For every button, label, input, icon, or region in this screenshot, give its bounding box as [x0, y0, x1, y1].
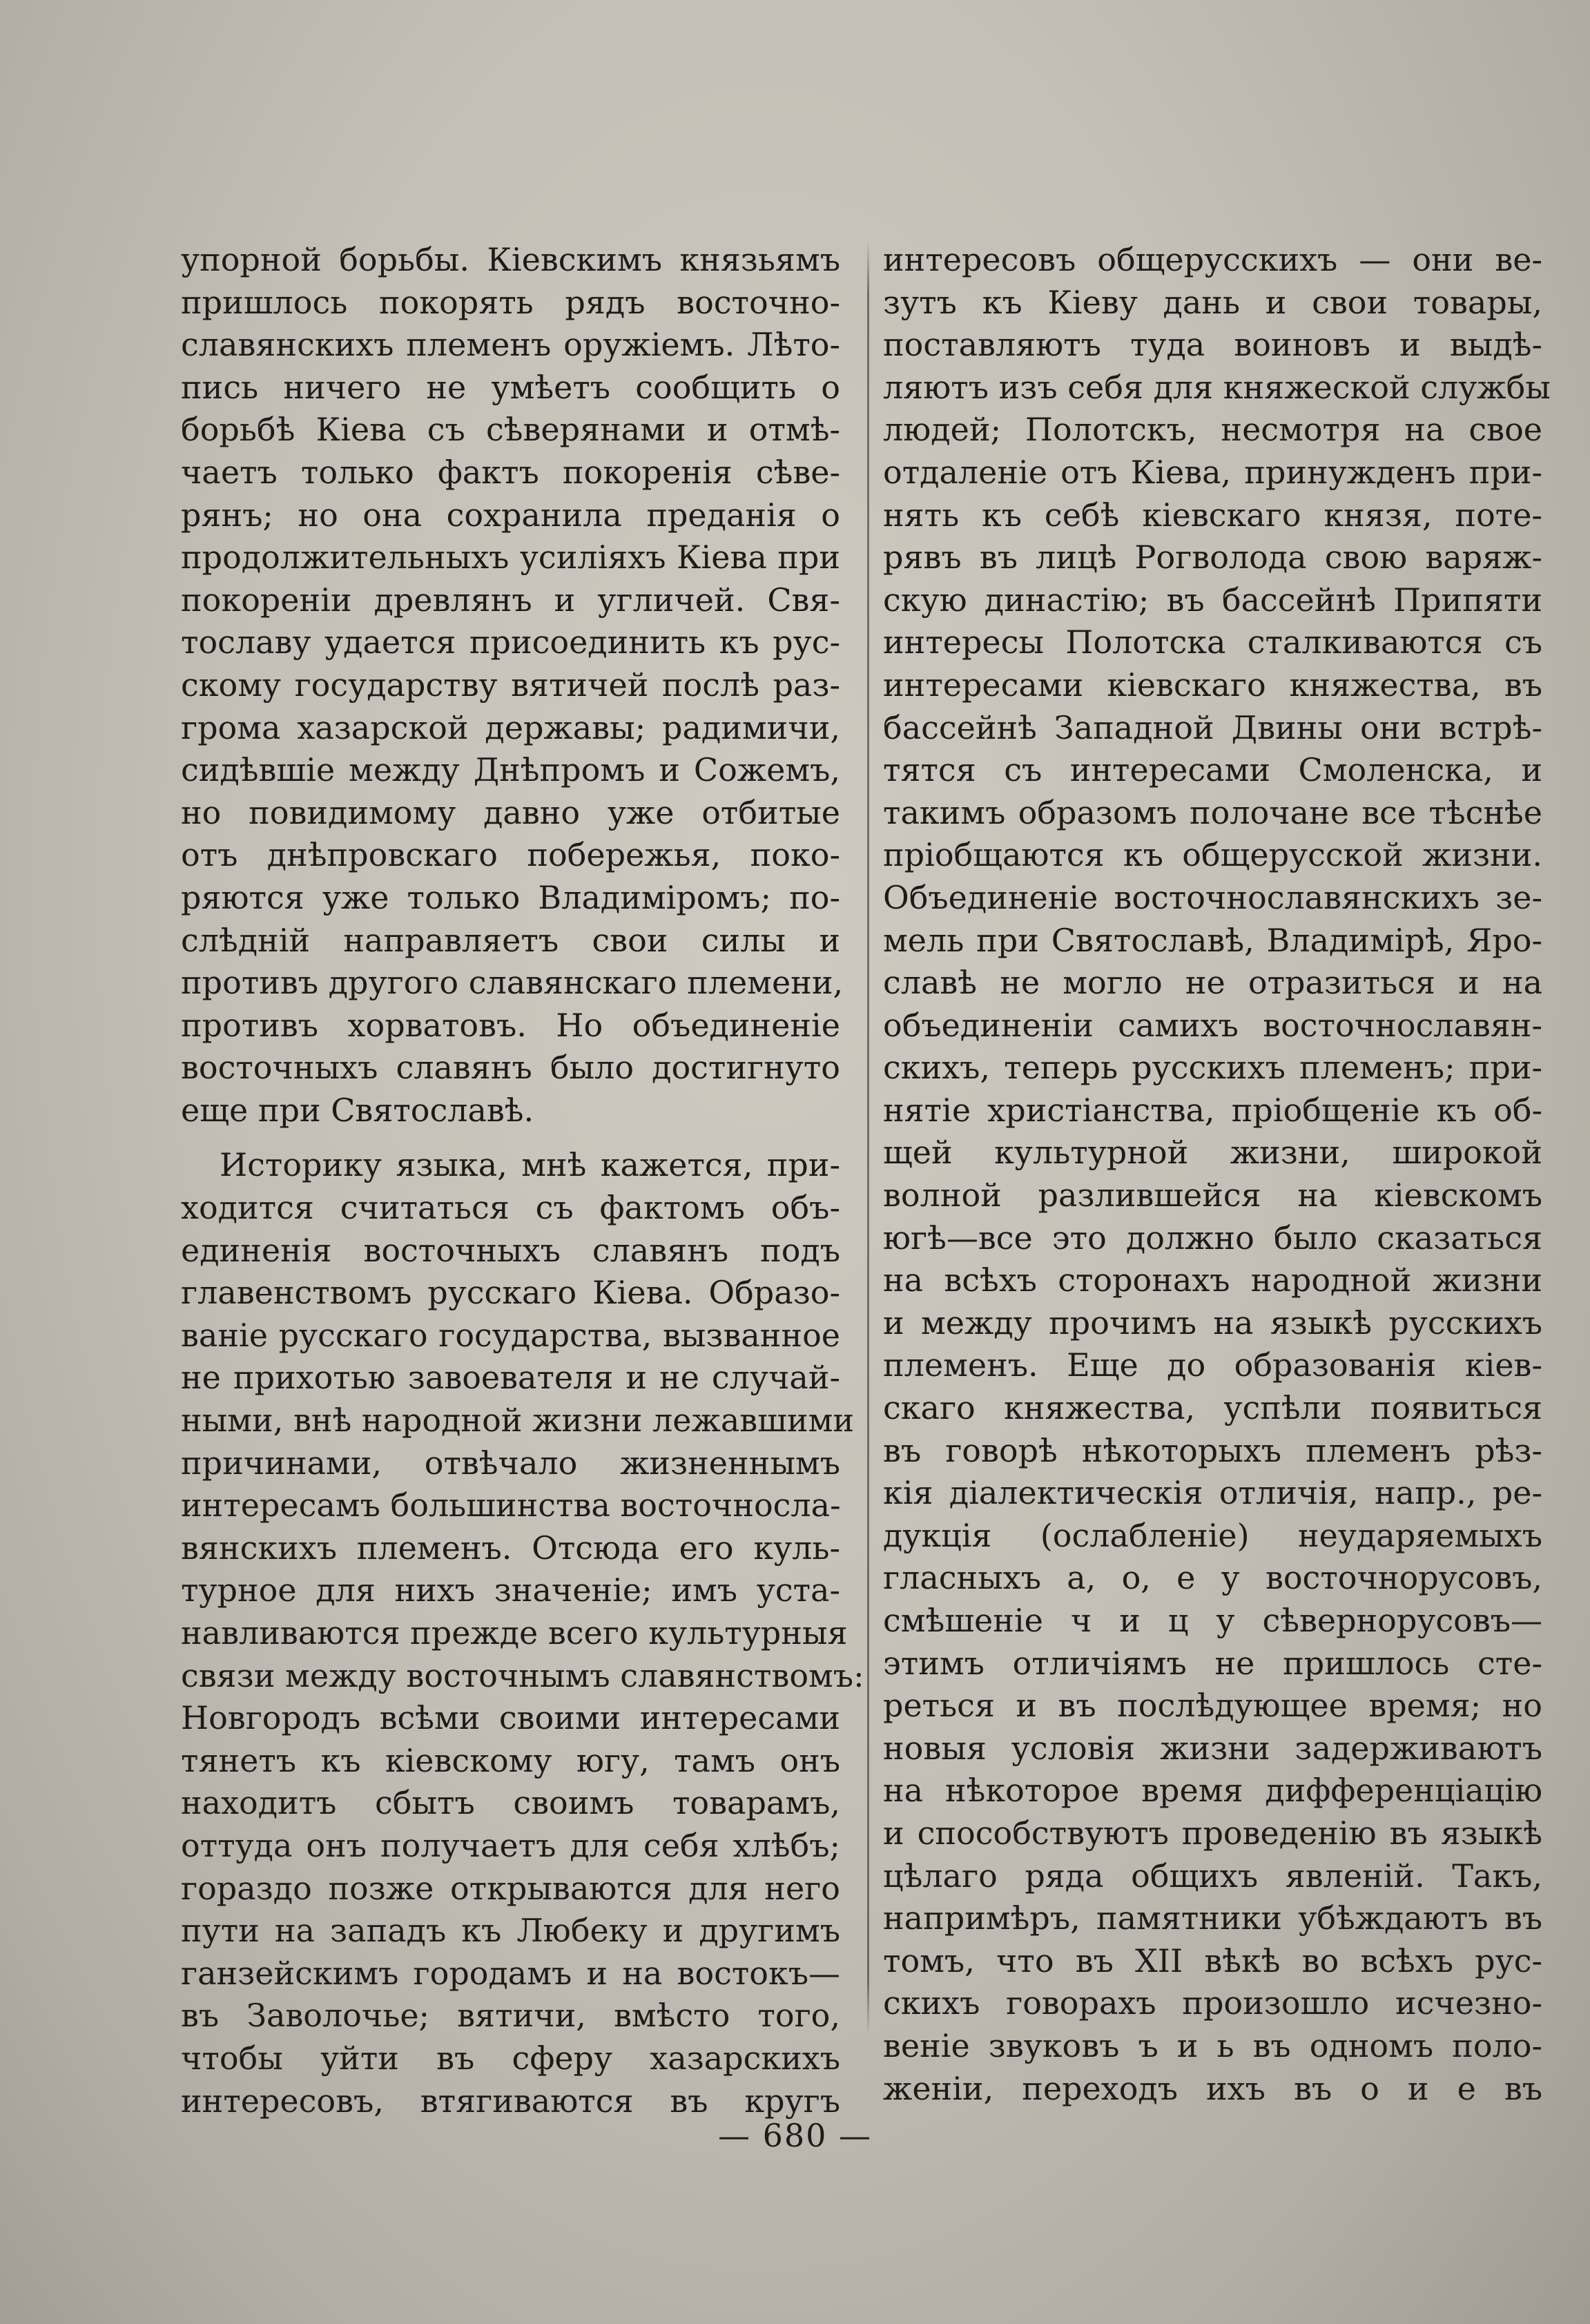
text-line: интересовъ, втягиваются въ кругъ: [181, 2082, 840, 2120]
text-line: волной разлившейся на кіевскомъ: [883, 1176, 1542, 1214]
text-line: связи между восточнымъ славянствомъ:: [181, 1656, 864, 1694]
text-line: такимъ образомъ полочане все тѣснѣе: [883, 793, 1542, 831]
text-line: слѣдній направляетъ свои силы и: [181, 921, 840, 959]
text-line: и способствуютъ проведенію въ языкѣ: [883, 1814, 1542, 1852]
text-line: турное для нихъ значеніе; имъ уста-: [181, 1571, 840, 1609]
text-line: ваніе русскаго государства, вызванное: [181, 1316, 840, 1354]
text-line: поставляютъ туда воиновъ и выдѣ-: [883, 326, 1542, 364]
text-line: этимъ отличіямъ не пришлось сте-: [883, 1644, 1542, 1682]
text-line: навливаются прежде всего культурныя: [181, 1614, 848, 1652]
text-line: и между прочимъ на языкѣ русскихъ: [883, 1304, 1542, 1342]
text-line: тянетъ къ кіевскому югу, тамъ онъ: [181, 1741, 840, 1779]
text-line: чтобы уйти въ сферу хазарскихъ: [181, 2039, 840, 2077]
text-line: на всѣхъ сторонахъ народной жизни: [883, 1261, 1542, 1299]
text-line: борьбѣ Кіева съ сѣверянами и отмѣ-: [181, 411, 840, 449]
text-line: скую династію; въ бассейнѣ Припяти: [883, 581, 1542, 619]
text-line: скихъ говорахъ произошло исчезно-: [883, 1984, 1542, 2022]
text-line: находитъ сбытъ своимъ товарамъ,: [181, 1784, 840, 1822]
left-column: [181, 239, 864, 2122]
text-line: веніе звуковъ ъ и ь въ одномъ поло-: [883, 2026, 1542, 2064]
text-line: интересами кіевскаго княжества, въ: [883, 666, 1542, 704]
text-line: кія діалектическія отличія, напр., ре-: [883, 1474, 1542, 1512]
page-number: — 680 —: [717, 2117, 873, 2154]
text-line: людей; Полотскъ, несмотря на свое: [883, 411, 1542, 449]
text-line: рянъ; но она сохранила преданія о: [181, 496, 840, 534]
text-line: объединеніи самихъ восточнославян-: [883, 1006, 1542, 1044]
right-column: [883, 239, 1551, 2110]
text-line: Новгородъ всѣми своими интересами: [181, 1699, 840, 1737]
text-line: ряются уже только Владиміромъ; по-: [181, 878, 840, 916]
text-line: Объединеніе восточнославянскихъ зе-: [883, 878, 1542, 916]
text-line: на нѣкоторое время дифференціацію: [883, 1772, 1542, 1810]
text-line: дукція (ослабленіе) неударяемыхъ: [883, 1516, 1542, 1554]
text-line: грома хазарской державы; радимичи,: [181, 708, 840, 746]
text-line: племенъ. Еще до образованія кіев-: [883, 1346, 1542, 1384]
text-line: ганзейскимъ городамъ и на востокъ—: [181, 1954, 840, 1992]
text-line: интересамъ большинства восточносла-: [181, 1487, 841, 1524]
text-line: скому государству вятичей послѣ раз-: [181, 666, 840, 704]
text-line: въ Заволочье; вятичи, вмѣсто того,: [181, 1997, 840, 2035]
text-line: гораздо позже открываются для него: [181, 1869, 840, 1907]
text-line: новыя условія жизни задерживаютъ: [883, 1729, 1542, 1767]
text-line: отдаленіе отъ Кіева, принужденъ при-: [883, 453, 1542, 491]
text-line: ными, внѣ народной жизни лежавшими: [181, 1402, 855, 1440]
paragraph-end-line: еще при Святославѣ.: [181, 1091, 534, 1129]
text-line: не прихотью завоевателя и не случай-: [181, 1359, 840, 1397]
text-line: продолжительныхъ усиліяхъ Кіева при: [181, 539, 840, 577]
text-line: причинами, отвѣчало жизненнымъ: [181, 1444, 840, 1482]
text-line: вянскихъ племенъ. Отсюда его куль-: [181, 1529, 840, 1567]
text-line: оттуда онъ получаетъ для себя хлѣбъ;: [181, 1826, 840, 1864]
text-line: ляютъ изъ себя для княжеской службы: [883, 368, 1551, 406]
text-line: противъ другого славянскаго племени,: [181, 964, 844, 1002]
text-line: рявъ въ лицѣ Рогволода свою варяж-: [883, 539, 1542, 577]
text-line: славянскихъ племенъ оружіемъ. Лѣто-: [181, 326, 840, 364]
text-line: отъ днѣпровскаго побережья, поко-: [181, 836, 840, 874]
paragraph-start-line: Историку языка, мнѣ кажется, при-: [220, 1146, 840, 1184]
text-line: скаго княжества, успѣли появиться: [883, 1389, 1542, 1427]
text-line: пись ничего не умѣетъ сообщить о: [181, 368, 840, 406]
text-line: смѣшеніе ч и ц у сѣвернорусовъ—: [883, 1602, 1542, 1639]
text-line: пути на западъ къ Любеку и другимъ: [181, 1912, 840, 1950]
text-line: единенія восточныхъ славянъ подъ: [181, 1231, 840, 1269]
text-line: зутъ къ Кіеву дань и свои товары,: [883, 283, 1542, 321]
column-divider: [867, 240, 869, 2035]
text-line: главенствомъ русскаго Кіева. Образо-: [181, 1274, 840, 1312]
text-line: тятся съ интересами Смоленска, и: [883, 751, 1542, 789]
paragraph-gap: [181, 1132, 840, 1144]
text-line: томъ, что въ XII вѣкѣ во всѣхъ рус-: [883, 1941, 1542, 1979]
text-line: скихъ, теперь русскихъ племенъ; при-: [883, 1049, 1542, 1087]
text-line: восточныхъ славянъ было достигнуто: [181, 1049, 840, 1087]
text-line: противъ хорватовъ. Но объединеніе: [181, 1006, 840, 1044]
text-line: но повидимому давно уже отбитые: [181, 793, 840, 831]
text-line: цѣлаго ряда общихъ явленій. Такъ,: [883, 1857, 1542, 1895]
text-line: ходится считаться съ фактомъ объ-: [181, 1189, 840, 1227]
text-line: интересы Полотска сталкиваются съ: [883, 623, 1542, 661]
text-line: пришлось покорять рядъ восточно-: [181, 283, 840, 321]
text-line: нять къ себѣ кіевскаго князя, поте-: [883, 496, 1542, 534]
text-line: упорной борьбы. Кіевскимъ князьямъ: [181, 241, 840, 278]
text-line: бассейнѣ Западной Двины они встрѣ-: [883, 708, 1542, 746]
text-line: реться и въ послѣдующее время; но: [883, 1687, 1542, 1725]
text-line: сидѣвшіе между Днѣпромъ и Сожемъ,: [181, 751, 840, 789]
text-line: щей культурной жизни, широкой: [883, 1134, 1542, 1172]
text-line: въ говорѣ нѣкоторыхъ племенъ рѣз-: [883, 1431, 1542, 1469]
text-line: гласныхъ а, о, е у восточнорусовъ,: [883, 1559, 1542, 1597]
text-line: югѣ—все это должно было сказаться: [883, 1219, 1542, 1257]
text-line: славѣ не могло не отразиться и на: [883, 964, 1542, 1002]
text-line: женіи, переходъ ихъ въ о и е въ: [883, 2069, 1542, 2107]
text-line: тославу удается присоединить къ рус-: [181, 623, 840, 661]
text-line: интересовъ общерусскихъ — они ве-: [883, 241, 1542, 278]
text-line: покореніи древлянъ и угличей. Свя-: [181, 581, 840, 619]
text-line: чаетъ только фактъ покоренія сѣве-: [181, 453, 840, 491]
text-line: мель при Святославѣ, Владимірѣ, Яро-: [883, 921, 1542, 959]
text-line: пріобщаются къ общерусской жизни.: [883, 836, 1542, 874]
text-line: напримѣръ, памятники убѣждаютъ въ: [883, 1899, 1542, 1937]
text-line: нятіе христіанства, пріобщеніе къ об-: [883, 1091, 1542, 1129]
